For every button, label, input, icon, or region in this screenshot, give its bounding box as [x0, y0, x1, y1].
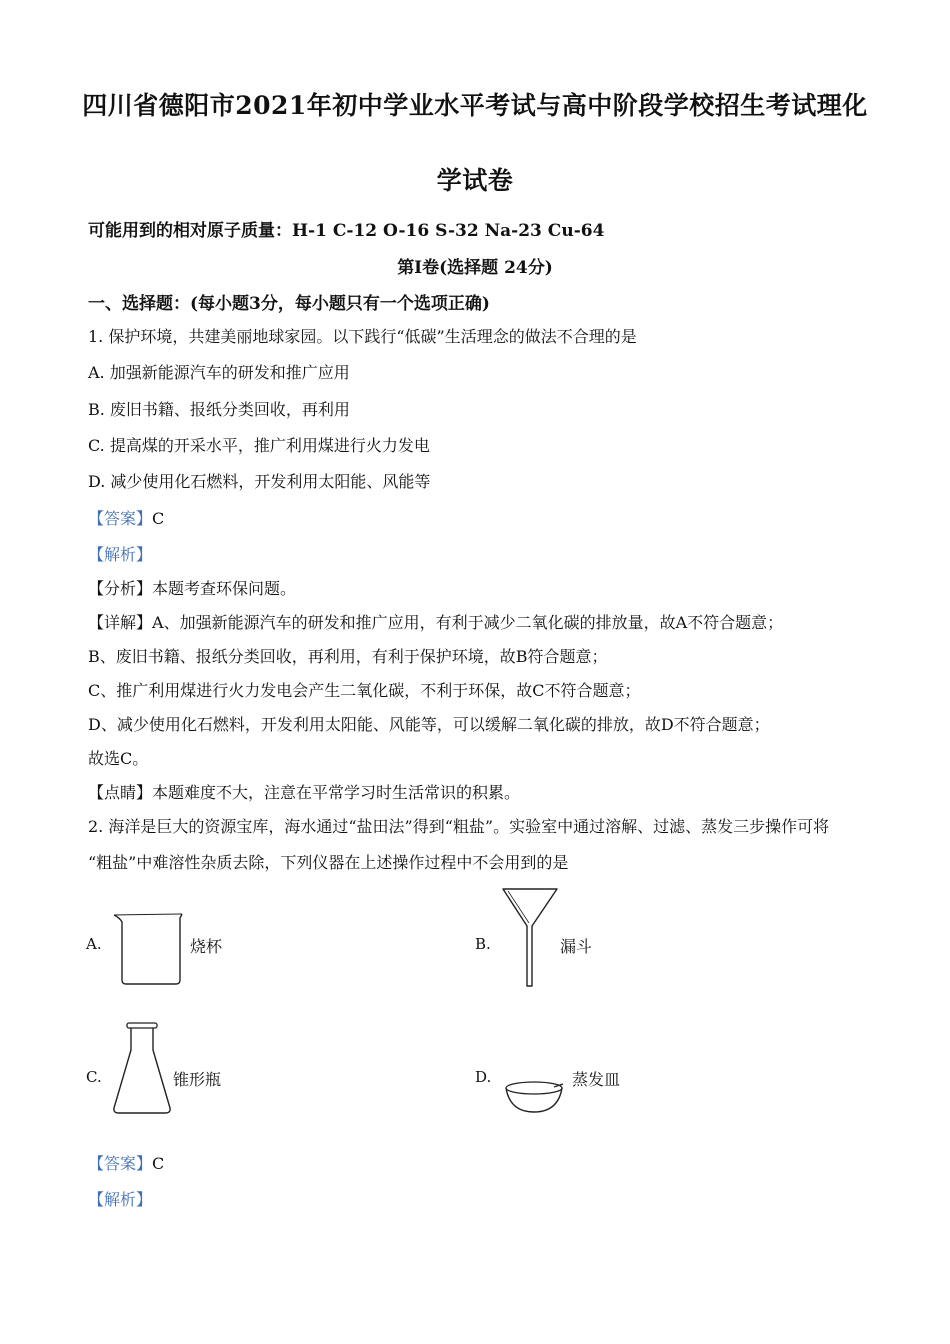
q1-comment-tag: 【点睛】 [88, 783, 153, 802]
q2-option-d-letter: D. [475, 1068, 492, 1086]
q2-answer-tag: 【答案】 [88, 1154, 153, 1173]
q1-comment-row [88, 780, 520, 803]
q1-comment-text: 本题难度不大，注意在平常学习时生活常识的积累。 [152, 783, 521, 802]
q1-fenxi-row [88, 576, 296, 599]
q1-answer-row [88, 506, 164, 529]
q2-option-b-name: 漏斗 [560, 937, 593, 956]
q1-detail-tag: 【详解】 [88, 613, 153, 632]
q1-detail-line-b: B、废旧书籍、报纸分类回收，再利用，有利于保护环境，故B符合题意； [88, 647, 608, 666]
q1-fenxi-tag: 【分析】 [88, 579, 153, 598]
q2-option-a-letter: A. [86, 935, 102, 953]
q2-option-c-letter: C. [86, 1068, 102, 1086]
q1-detail-row [88, 610, 783, 633]
part-heading: 一、选择题：(每小题3分，每小题只有一个选项正确) [88, 294, 490, 314]
q1-detail-line-a: A、加强新能源汽车的研发和推广应用，有利于减少二氧化碳的排放量，故A不符合题意； [152, 613, 784, 632]
q1-stem: 1. 保护环境，共建美丽地球家园。以下践行“低碳”生活理念的做法不合理的是 [88, 327, 637, 346]
q1-option-a: A. 加强新能源汽车的研发和推广应用 [88, 363, 350, 382]
q1-answer-value: C [152, 509, 165, 528]
q1-detail-line-d: D、减少使用化石燃料，开发利用太阳能、风能等，可以缓解二氧化碳的排放，故D不符合题意； [88, 715, 770, 734]
q2-option-d-name: 蒸发皿 [572, 1070, 621, 1089]
q1-detail-line-c: C、推广利用煤进行火力发电会产生二氧化碳，不利于环保，故C不符合题意； [88, 681, 641, 700]
q2-stem-line1: 2. 海洋是巨大的资源宝库，海水通过“盐田法”得到“粗盐”。实验室中通过溶解、过滤、蒸发三步操作可将 [88, 817, 830, 836]
q2-answer-row [88, 1151, 164, 1174]
q1-option-b: B. 废旧书籍、报纸分类回收，再利用 [88, 400, 350, 419]
q2-stem-line2: “粗盐”中难溶性杂质去除，下列仪器在上述操作过程中不会用到的是 [88, 853, 569, 872]
section-title: 第Ⅰ卷(选择题 24分) [397, 258, 553, 278]
q1-option-c: C. 提高煤的开采水平，推广利用煤进行火力发电 [88, 436, 430, 455]
beaker-icon [110, 910, 186, 988]
q1-answer-tag: 【答案】 [88, 509, 153, 528]
q1-option-d: D. 减少使用化石燃料，开发利用太阳能、风能等 [88, 472, 431, 491]
exam-title-line1: 四川省德阳市2021年初中学业水平考试与高中阶段学校招生考试理化 [82, 91, 868, 120]
conical-flask-icon [110, 1020, 174, 1116]
q2-answer-value: C [152, 1154, 165, 1173]
q1-conclusion: 故选C。 [88, 749, 149, 768]
q1-fenxi-text: 本题考查环保问题。 [152, 579, 297, 598]
q1-analysis-tag: 【解析】 [88, 545, 153, 564]
q2-option-c-name: 锥形瓶 [173, 1070, 222, 1089]
exam-title-line2: 学试卷 [436, 166, 514, 195]
q2-option-b-letter: B. [475, 935, 491, 953]
funnel-icon [500, 886, 560, 990]
q2-analysis-tag: 【解析】 [88, 1190, 153, 1209]
atomic-masses: 可能用到的相对原子质量：H-1 C-12 O-16 S-32 Na-23 Cu-64 [88, 221, 605, 241]
q2-option-a-name: 烧杯 [190, 937, 223, 956]
evaporating-dish-icon [502, 1076, 566, 1116]
